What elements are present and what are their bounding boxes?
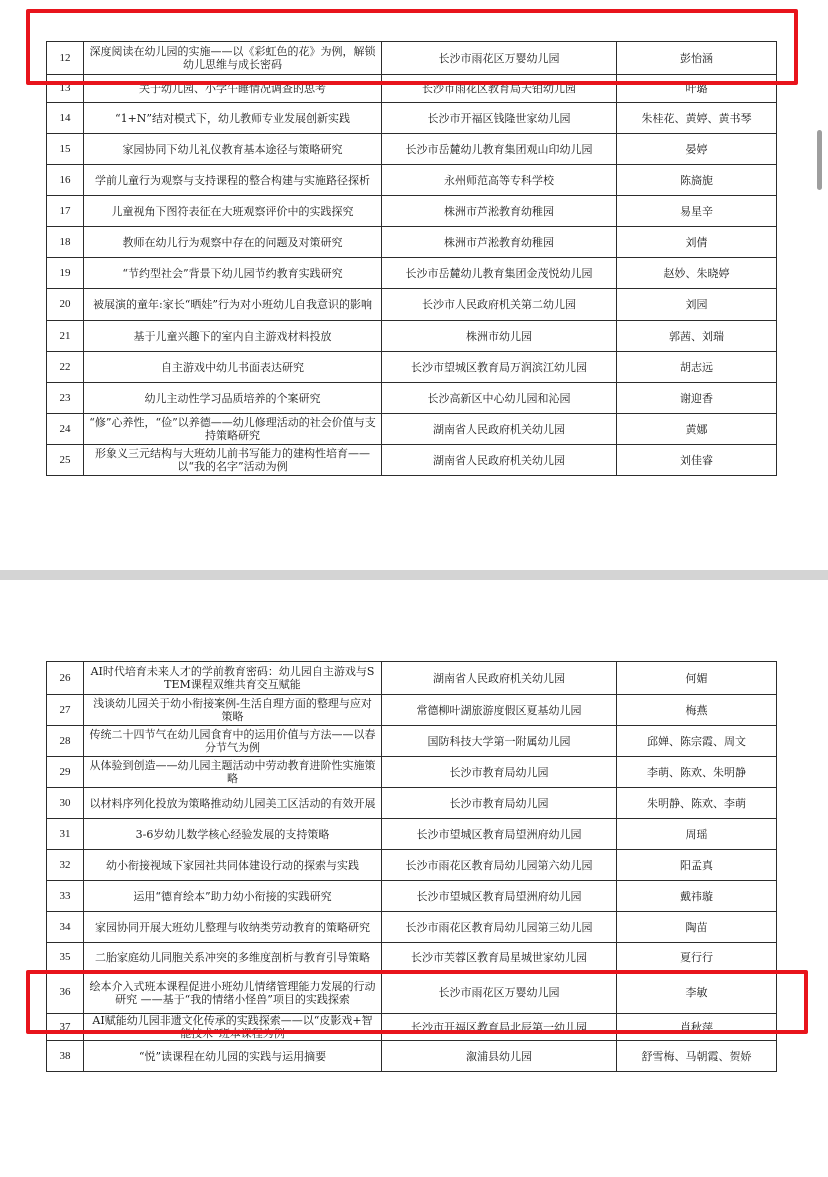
institution-cell: 长沙市教育局幼儿园 — [382, 788, 617, 819]
author-cell: 刘倩 — [617, 227, 777, 258]
row-number-cell: 27 — [47, 695, 84, 726]
table-row — [47, 352, 777, 383]
institution-cell: 长沙高新区中心幼儿园和沁园 — [382, 383, 617, 414]
row-number-cell: 13 — [47, 75, 84, 103]
author-cell: 何媚 — [617, 662, 777, 695]
institution-cell: 长沙市雨花区教育局幼儿园第三幼儿园 — [382, 912, 617, 943]
paper-title-cell: 幼儿主动性学习品质培养的个案研究 — [84, 383, 382, 414]
institution-cell: 株洲市芦淞教育幼稚园 — [382, 196, 617, 227]
document-page-1 — [0, 0, 828, 570]
author-cell: 周瑶 — [617, 819, 777, 850]
author-cell: 戴祎璇 — [617, 881, 777, 912]
institution-cell: 常德柳叶湖旅游度假区夏基幼儿园 — [382, 695, 617, 726]
page-separator — [0, 570, 828, 580]
author-cell: 李敏 — [617, 972, 777, 1014]
table-row — [47, 383, 777, 414]
author-cell: 刘佳睿 — [617, 445, 777, 476]
document-page-2 — [0, 580, 828, 1177]
paper-title-cell: 运用“德育绘本”助力幼小衔接的实践研究 — [84, 881, 382, 912]
institution-cell: 长沙市雨花区教育局幼儿园第六幼儿园 — [382, 850, 617, 881]
table-row — [47, 850, 777, 881]
row-number-cell: 29 — [47, 757, 84, 788]
paper-title-cell: 深度阅读在幼儿园的实施——以《彩虹色的花》为例，解锁幼儿思维与成长密码 — [84, 42, 382, 75]
author-cell: 朱明静、陈欢、李萌 — [617, 788, 777, 819]
paper-title-cell: “悦”读课程在幼儿园的实践与运用摘要 — [84, 1041, 382, 1072]
table-row — [47, 321, 777, 352]
paper-title-cell: AI时代培育未来人才的学前教育密码：幼儿园自主游戏与STEM课程双维共育交互赋能 — [84, 662, 382, 695]
paper-title-cell: 关于幼儿园、小学午睡情况调查的思考 — [84, 75, 382, 103]
institution-cell: 长沙市岳麓幼儿教育集团金茂悦幼儿园 — [382, 258, 617, 289]
row-number-cell: 20 — [47, 289, 84, 321]
table-row — [47, 1041, 777, 1072]
institution-cell: 溆浦县幼儿园 — [382, 1041, 617, 1072]
row-number-cell: 19 — [47, 258, 84, 289]
author-cell: 陶苗 — [617, 912, 777, 943]
row-number-cell: 35 — [47, 943, 84, 972]
institution-cell: 长沙市芙蓉区教育局星城世家幼儿园 — [382, 943, 617, 972]
paper-title-cell: 幼小衔接视域下家园社共同体建设行动的探索与实践 — [84, 850, 382, 881]
row-number-cell: 12 — [47, 42, 84, 75]
row-number-cell: 25 — [47, 445, 84, 476]
institution-cell: 湖南省人民政府机关幼儿园 — [382, 414, 617, 445]
author-cell: 夏行行 — [617, 943, 777, 972]
author-cell: 郭茜、刘瑞 — [617, 321, 777, 352]
institution-cell: 株洲市芦淞教育幼稚园 — [382, 227, 617, 258]
table-row — [47, 103, 777, 134]
row-number-cell: 23 — [47, 383, 84, 414]
author-cell: 易星辛 — [617, 196, 777, 227]
paper-title-cell: 儿童视角下图符表征在大班观察评价中的实践探究 — [84, 196, 382, 227]
author-cell: 叶璐 — [617, 75, 777, 103]
row-number-cell: 28 — [47, 726, 84, 757]
author-cell: 刘园 — [617, 289, 777, 321]
table-row — [47, 1014, 777, 1041]
table-row — [47, 695, 777, 726]
table-row — [47, 165, 777, 196]
paper-title-cell: 二胎家庭幼儿同胞关系冲突的多维度剖析与教育引导策略 — [84, 943, 382, 972]
table-row — [47, 943, 777, 972]
author-cell: 阳孟真 — [617, 850, 777, 881]
row-number-cell: 22 — [47, 352, 84, 383]
row-number-cell: 34 — [47, 912, 84, 943]
paper-title-cell: AI赋能幼儿园非遗文化传承的实践探索——以“皮影戏+智能技术”班本课程为例 — [84, 1014, 382, 1041]
row-number-cell: 14 — [47, 103, 84, 134]
author-cell: 朱桂花、黄婷、黄书琴 — [617, 103, 777, 134]
table-row — [47, 819, 777, 850]
table-row — [47, 662, 777, 695]
paper-title-cell: 从体验到创造——幼儿园主题活动中劳动教育进阶性实施策略 — [84, 757, 382, 788]
paper-title-cell: 学前儿童行为观察与支持课程的整合构建与实施路径探析 — [84, 165, 382, 196]
paper-title-cell: 形象义三元结构与大班幼儿前书写能力的建构性培育——以“我的名字”活动为例 — [84, 445, 382, 476]
author-cell: 梅燕 — [617, 695, 777, 726]
author-cell: 晏婷 — [617, 134, 777, 165]
table-row — [47, 414, 777, 445]
paper-title-cell: 教师在幼儿行为观察中存在的问题及对策研究 — [84, 227, 382, 258]
table-row — [47, 75, 777, 103]
institution-cell: 长沙市望城区教育局望洲府幼儿园 — [382, 881, 617, 912]
institution-cell: 长沙市雨花区教育局天铂幼儿园 — [382, 75, 617, 103]
paper-title-cell: 浅谈幼儿园关于幼小衔接案例-生活自理方面的整理与应对策略 — [84, 695, 382, 726]
institution-cell: 长沙市人民政府机关第二幼儿园 — [382, 289, 617, 321]
paper-table-page-2 — [46, 661, 777, 1072]
scrollbar-thumb[interactable] — [817, 130, 822, 190]
author-cell: 黄娜 — [617, 414, 777, 445]
row-number-cell: 21 — [47, 321, 84, 352]
author-cell: 赵妙、朱晓婷 — [617, 258, 777, 289]
author-cell: 彭怡涵 — [617, 42, 777, 75]
row-number-cell: 38 — [47, 1041, 84, 1072]
author-cell: 陈旖旎 — [617, 165, 777, 196]
paper-title-cell: 家园协同下幼儿礼仪教育基本途径与策略研究 — [84, 134, 382, 165]
institution-cell: 长沙市雨花区万婴幼儿园 — [382, 42, 617, 75]
paper-title-cell: “修”心养性，“俭”以养德——幼儿修理活动的社会价值与支持策略研究 — [84, 414, 382, 445]
institution-cell: 长沙市开福区教育局北辰第一幼儿园 — [382, 1014, 617, 1041]
table-row — [47, 757, 777, 788]
row-number-cell: 32 — [47, 850, 84, 881]
author-cell: 舒雪梅、马朝霞、贺娇 — [617, 1041, 777, 1072]
paper-title-cell: 以材料序列化投放为策略推动幼儿园美工区活动的有效开展 — [84, 788, 382, 819]
institution-cell: 湖南省人民政府机关幼儿园 — [382, 662, 617, 695]
institution-cell: 长沙市望城区教育局望洲府幼儿园 — [382, 819, 617, 850]
table-row — [47, 972, 777, 1014]
paper-title-cell: 绘本介入式班本课程促进小班幼儿情绪管理能力发展的行动研究 ——基于“我的情绪小怪兽”项目的实践探索 — [84, 972, 382, 1014]
institution-cell: 长沙市雨花区万婴幼儿园 — [382, 972, 617, 1014]
institution-cell: 永州师范高等专科学校 — [382, 165, 617, 196]
institution-cell: 湖南省人民政府机关幼儿园 — [382, 445, 617, 476]
table-row — [47, 42, 777, 75]
author-cell: 肖秋萍 — [617, 1014, 777, 1041]
row-number-cell: 17 — [47, 196, 84, 227]
table-row — [47, 912, 777, 943]
author-cell: 谢迎香 — [617, 383, 777, 414]
table-row — [47, 726, 777, 757]
paper-title-cell: “节约型社会”背景下幼儿园节约教育实践研究 — [84, 258, 382, 289]
row-number-cell: 16 — [47, 165, 84, 196]
row-number-cell: 31 — [47, 819, 84, 850]
row-number-cell: 37 — [47, 1014, 84, 1041]
institution-cell: 长沙市教育局幼儿园 — [382, 757, 617, 788]
row-number-cell: 15 — [47, 134, 84, 165]
row-number-cell: 33 — [47, 881, 84, 912]
row-number-cell: 26 — [47, 662, 84, 695]
institution-cell: 株洲市幼儿园 — [382, 321, 617, 352]
paper-table-page-1 — [46, 41, 777, 476]
row-number-cell: 36 — [47, 972, 84, 1014]
author-cell: 胡志远 — [617, 352, 777, 383]
table-row — [47, 788, 777, 819]
table-row — [47, 134, 777, 165]
table-row — [47, 881, 777, 912]
table-row — [47, 258, 777, 289]
paper-title-cell: 被展演的童年:家长“晒娃”行为对小班幼儿自我意识的影响 — [84, 289, 382, 321]
paper-title-cell: 传统二十四节气在幼儿园食育中的运用价值与方法——以春分节气为例 — [84, 726, 382, 757]
row-number-cell: 24 — [47, 414, 84, 445]
institution-cell: 长沙市岳麓幼儿教育集团观山印幼儿园 — [382, 134, 617, 165]
table-row — [47, 196, 777, 227]
row-number-cell: 30 — [47, 788, 84, 819]
paper-title-cell: “1+N”结对模式下，幼儿教师专业发展创新实践 — [84, 103, 382, 134]
row-number-cell: 18 — [47, 227, 84, 258]
paper-title-cell: 基于儿童兴趣下的室内自主游戏材料投放 — [84, 321, 382, 352]
paper-title-cell: 自主游戏中幼儿书面表达研究 — [84, 352, 382, 383]
table-row — [47, 227, 777, 258]
institution-cell: 长沙市望城区教育局万润滨江幼儿园 — [382, 352, 617, 383]
table-row — [47, 445, 777, 476]
author-cell: 李萌、陈欢、朱明静 — [617, 757, 777, 788]
institution-cell: 长沙市开福区钱隆世家幼儿园 — [382, 103, 617, 134]
paper-title-cell: 家园协同开展大班幼儿整理与收纳类劳动教育的策略研究 — [84, 912, 382, 943]
paper-title-cell: 3-6岁幼儿数学核心经验发展的支持策略 — [84, 819, 382, 850]
institution-cell: 国防科技大学第一附属幼儿园 — [382, 726, 617, 757]
table-row — [47, 289, 777, 321]
author-cell: 邱婵、陈宗霞、周文 — [617, 726, 777, 757]
